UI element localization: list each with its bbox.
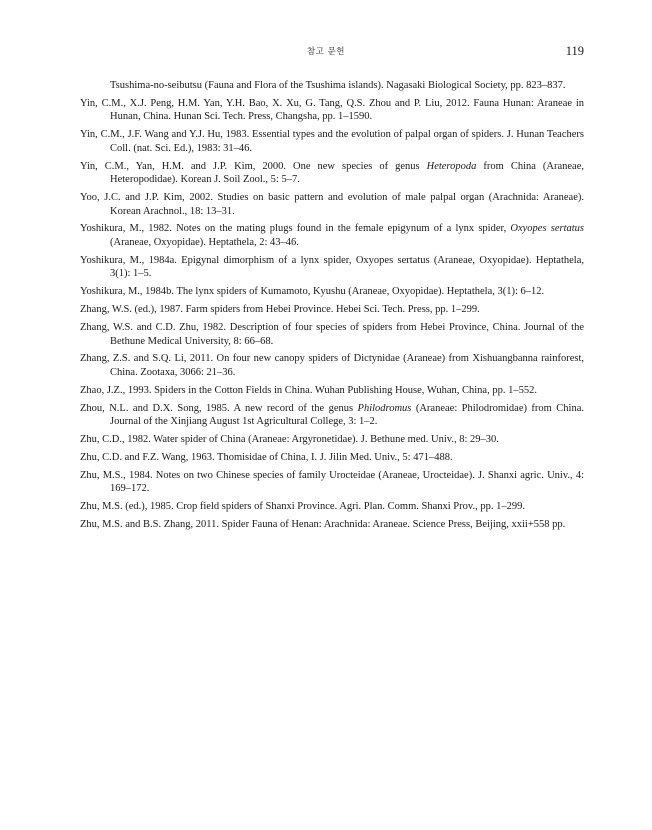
reference-text: Tsushima-no-seibutsu (Fauna and Flora of the Tsushima islands). Nagasaki Biological Society, pp. 823–837. <box>110 80 566 91</box>
taxon-name: Oxyopes sertatus <box>510 223 584 235</box>
reference-list <box>80 79 584 536</box>
reference-entry <box>80 384 584 398</box>
reference-text: Yin, C.M., X.J. Peng, H.M. Yan, Y.H. Bao, X. Xu, G. Tang, Q.S. Zhou and P. Liu, 2012. Fauna Hunan: Araneae in Hunan, China. Hunan Sci. Tech. Press, Changsha, pp. 1–1590. <box>80 97 584 123</box>
reference-entry <box>80 500 584 514</box>
reference-entry <box>80 469 584 496</box>
reference-text: Zhang, W.S. (ed.), 1987. Farm spiders from Hebei Province. Hebei Sci. Tech. Press, pp. 1–299. <box>80 304 480 316</box>
reference-entry <box>80 79 584 93</box>
reference-entry <box>80 160 584 187</box>
reference-text: Yoo, J.C. and J.P. Kim, 2002. Studies on basic pattern and evolution of male palpal organ (Arachnida: Araneae). Korean Arachnol., 18: 13–31. <box>80 192 584 217</box>
reference-entry <box>80 402 584 429</box>
reference-text: Zhang, Z.S. and S.Q. Li, 2011. On four new canopy spiders of Dictynidae (Araneae) from Xishuangbanna rainforest, China. Zootaxa, 3066: 21–36. <box>80 353 584 378</box>
reference-text: (Araneae, Oxyopidae). Heptathela, 2: 43–46. <box>110 236 299 248</box>
reference-text: Zhu, M.S. (ed.), 1985. Crop field spiders of Shanxi Province. Agri. Plan. Comm. Shanxi Prov., pp. 1–299. <box>80 501 525 513</box>
reference-entry <box>80 285 584 299</box>
reference-entry <box>80 303 584 317</box>
reference-entry <box>80 352 584 379</box>
reference-entry <box>80 222 584 249</box>
reference-entry <box>80 97 584 124</box>
reference-entry <box>80 451 584 465</box>
reference-text: Yin, C.M., J.F. Wang and Y.J. Hu, 1983. Essential types and the evolution of palpal organ of spiders. J. Hunan Teachers Coll. (nat. Sci. Ed.), 1983: 31–46. <box>80 129 584 154</box>
reference-text: Zhou, N.L. and D.X. Song, 1985. A new record of the genus <box>80 402 358 414</box>
reference-entry <box>80 254 584 281</box>
page-number: 119 <box>565 44 584 58</box>
reference-text: Zhu, C.D., 1982. Water spider of China (Araneae: Argyronetidae). J. Bethune med. Univ., 8: 29–30. <box>80 434 499 446</box>
reference-entry <box>80 321 584 348</box>
reference-text: Zhao, J.Z., 1993. Spiders in the Cotton Fields in China. Wuhan Publishing House, Wuhan, China, pp. 1–552. <box>80 384 537 396</box>
reference-entry <box>80 128 584 155</box>
reference-text: Yin, C.M., Yan, H.M. and J.P. Kim, 2000. One new species of genus <box>80 160 427 172</box>
reference-text: Yoshikura, M., 1984b. The lynx spiders of Kumamoto, Kyushu (Araneae, Oxyopidae). Heptathela, 3(1): 6–12. <box>80 286 545 298</box>
reference-text: Zhu, M.S., 1984. Notes on two Chinese species of family Urocteidae (Araneae, Urocteidae). J. Shanxi agric. Univ., 4: 169–172. <box>80 469 584 495</box>
reference-text: (Araneae: Philodromidae) from China. Journal of the Xinjiang August 1st Agricultural College, 3: 1–2. <box>110 402 584 428</box>
reference-text: from China (Araneae, Heteropodidae). Korean J. Soil Zool., 5: 5–7. <box>110 160 584 186</box>
reference-entry <box>80 191 584 218</box>
taxon-name: Heteropoda <box>426 160 477 172</box>
reference-text: Zhu, C.D. and F.Z. Wang, 1963. Thomisidae of China, I. J. Jilin Med. Univ., 5: 471–488. <box>80 451 453 463</box>
reference-text: Zhu, M.S. and B.S. Zhang, 2011. Spider Fauna of Henan: Arachnida: Araneae. Science Press, Beijing, xxii+558 pp. <box>80 519 566 531</box>
reference-text: Yoshikura, M., 1982. Notes on the mating plugs found in the female epigynum of a lynx spider, <box>80 223 511 235</box>
reference-entry <box>80 433 584 447</box>
taxon-name: Philodromus <box>357 402 412 414</box>
running-header-title: 참고 문헌 <box>306 47 346 57</box>
reference-text: Yoshikura, M., 1984a. Epigynal dimorphism of a lynx spider, Oxyopes sertatus (Araneae, Oxyopidae). Heptathela, 3(1): 1–5. <box>80 254 584 280</box>
reference-text: Zhang, W.S. and C.D. Zhu, 1982. Description of four species of spiders from Hebei Province, China. Journal of the Bethune Medical University, 8: 66–68. <box>80 322 584 347</box>
reference-entry <box>80 518 584 532</box>
